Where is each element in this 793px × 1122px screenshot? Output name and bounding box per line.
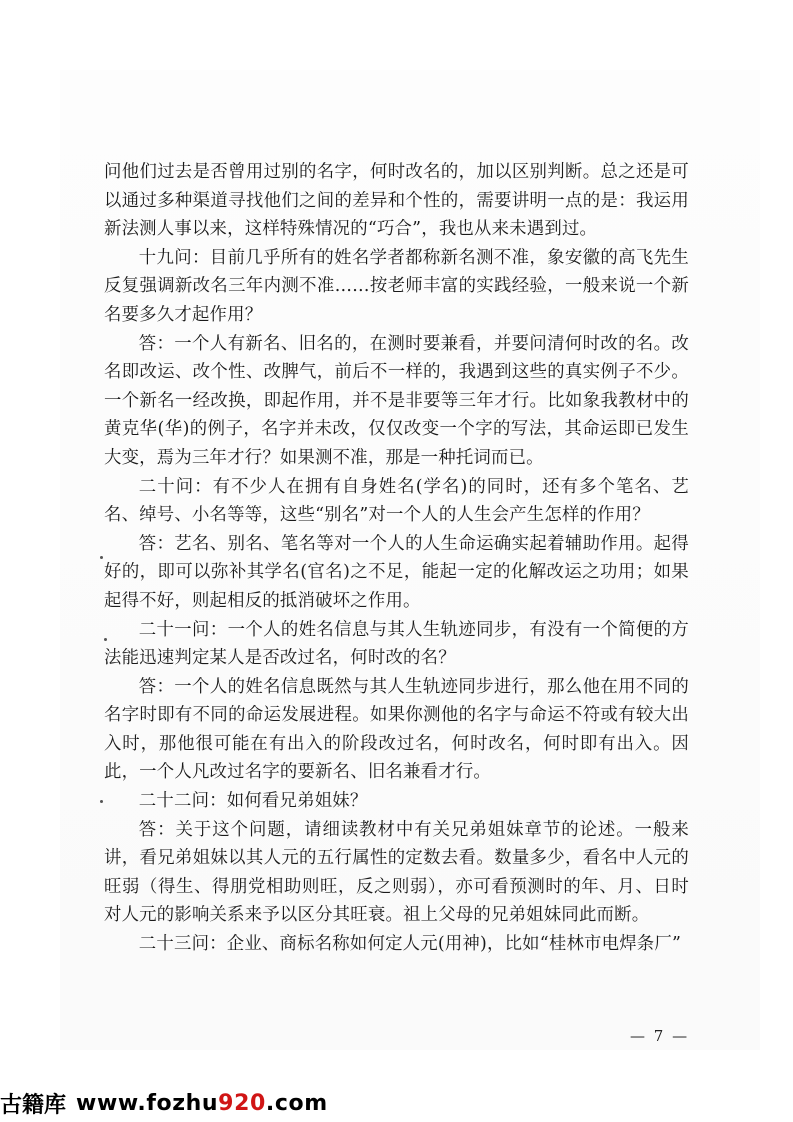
paragraph: 答：一个人的姓名信息既然与其人生轨迹同步进行，那么他在用不同的名字时即有不同的命运发展进程。如果你测他的名字与命运不符或有较大出入时，那他很可能在有出入的阶段改过名，何时改名，何时即有出入。因此，一个人凡改过名字的要新名、旧名兼看才行。 (104, 676, 689, 783)
watermark-url-prefix: www.fozhu (76, 1090, 219, 1116)
watermark (0, 1087, 328, 1119)
watermark-url-suffix: .com (265, 1090, 328, 1116)
scan-speck (100, 556, 103, 559)
paragraph: 答：艺名、别名、笔名等对一个人的人生命运确实起着辅助作用。起得好的，即可以弥补其学名(官名)之不足，能起一定的化解改运之功用；如果起得不好，则起相反的抵消破坏之作用。 (104, 533, 689, 611)
paragraph: 二十问：有不少人在拥有自身姓名(学名)的同时，还有多个笔名、艺名、绰号、小名等等，这些“别名”对一个人的人生会产生怎样的作用？ (104, 476, 689, 526)
paragraph: 问他们过去是否曾用过别的名字，何时改名的，加以区别判断。总之还是可以通过多种渠道寻找他们之间的差异和个性的，需要讲明一点的是：我运用新法测人事以来，这样特殊情况的“巧合”，我也从来未遇到过。 (104, 162, 689, 240)
paragraph: 答：一个人有新名、旧名的，在测时要兼看，并要问清何时改的名。改名即改运、改个性、改脾气，前后不一样的，我遇到这些的真实例子不少。一个新名一经改换，即起作用，并不是非要等三年才行。比如象我教材中的黄克华(华)的例子，名字并未改，仅仅改变一个字的写法，其命运即已发生大变，焉为三年才行？如果测不准，那是一种托词而已。 (104, 333, 689, 468)
scan-speck (100, 800, 103, 803)
paragraph: 二十二问：如何看兄弟姐妹？ (138, 791, 368, 812)
paragraph: 二十一问：一个人的姓名信息与其人生轨迹同步，有没有一个简便的方法能迅速判定某人是否改过名，何时改的名？ (104, 619, 689, 669)
paragraph: 十九问：目前几乎所有的姓名学者都称新名测不准，象安徽的高飞先生反复强调新改名三年内测不准……按老师丰富的实践经验，一般来说一个新名要多久才起作用？ (104, 247, 689, 325)
scan-speck (104, 638, 107, 641)
watermark-brand: 古籍库 (0, 1092, 67, 1118)
paragraph: 答：关于这个问题，请细读教材中有关兄弟姐妹章节的论述。一般来讲，看兄弟姐妹以其人元的五行属性的定数去看。数量多少，看名中人元的旺弱（得生、得朋党相助则旺，反之则弱），亦可看预测时的年、月、日时对人元的影响关系来予以区分其旺衰。祖上父母的兄弟姐妹同此而断。 (104, 819, 689, 926)
page-number: — 7 — (630, 1027, 690, 1045)
paragraph: 二十三问：企业、商标名称如何定人元(用神)，比如“桂林市电焊条厂” (138, 934, 682, 955)
watermark-url[interactable] (76, 1091, 328, 1116)
page-body (104, 158, 689, 959)
watermark-url-number: 920 (218, 1090, 266, 1116)
